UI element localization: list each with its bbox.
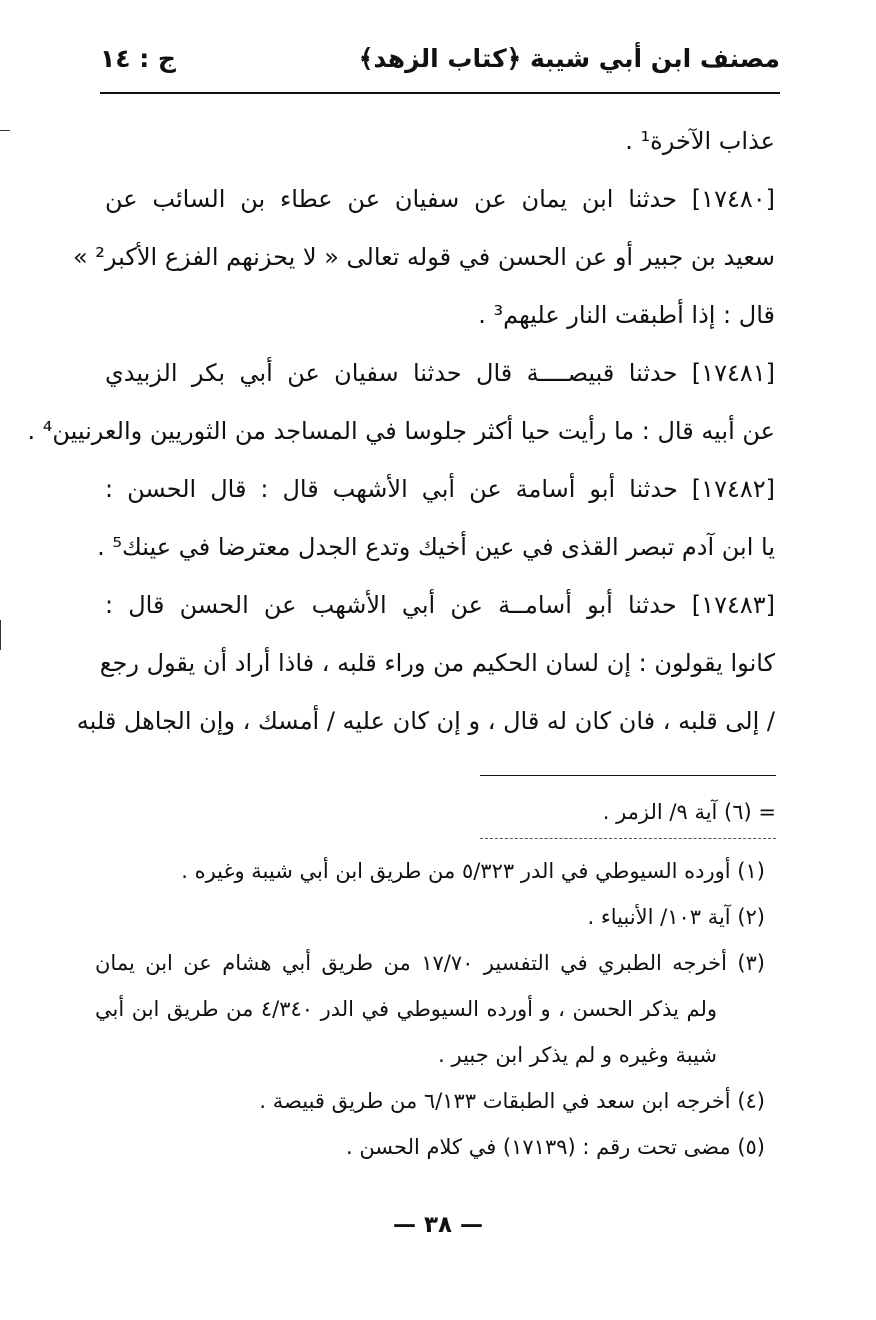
text-line: [١٧٤٨١] حدثنا قبيصــــة قال حدثنا سفيان عن أبي بكر الزبيدي	[105, 359, 775, 387]
text-line: [١٧٤٨٣] حدثنا أبو أسامــة عن أبي الأشهب عن الحسن قال :	[105, 591, 775, 619]
page-header	[100, 38, 780, 88]
footnote-carryover: = (٦) آية ٩/ الزمر .	[602, 800, 776, 824]
text-line: يا ابن آدم تبصر القذى في عين أخيك وتدع الجدل معترضا في عينك⁵ .	[97, 533, 775, 561]
text-line: كانوا يقولون : إن لسان الحكيم من وراء قلبه ، فاذا أراد أن يقول رجع	[99, 649, 775, 677]
footnotes	[95, 848, 765, 1170]
text-line: قال : إذا أطبقت النار عليهم³ .	[478, 301, 775, 329]
text-line: [١٧٤٨٠] حدثنا ابن يمان عن سفيان عن عطاء بن السائب عن	[105, 185, 775, 213]
text-line: عن أبيه قال : ما رأيت حيا أكثر جلوسا في المساجد من الثوريين والعرنيين⁴ .	[27, 417, 775, 445]
footnote: (٢) آية ١٠٣/ الأنبياء .	[587, 905, 765, 929]
scan-edge-mark	[0, 620, 1, 650]
main-text	[27, 112, 775, 750]
header-volume: ج : ١٤	[100, 44, 176, 73]
footnote: (٤) أخرجه ابن سعد في الطبقات ٦/١٣٣ من طريق قبيصة .	[259, 1089, 765, 1113]
footnote-separator	[480, 838, 776, 839]
header-book-title: ﴿كتاب الزهد﴾	[358, 44, 522, 73]
footnote: (١) أورده السيوطي في الدر ٥/٣٢٣ من طريق ابن أبي شيبة وغيره .	[181, 859, 765, 883]
header-rule	[100, 92, 780, 94]
footnote-continuation: شيبة وغيره و لم يذكر ابن جبير .	[438, 1043, 717, 1067]
text-line: [١٧٤٨٢] حدثنا أبو أسامة عن أبي الأشهب قال : قال الحسن :	[105, 475, 775, 503]
footnote-continuation: ولم يذكر الحسن ، و أورده السيوطي في الدر ٤/٣٤٠ من طريق ابن أبي	[95, 997, 717, 1021]
footnote: (٣) أخرجه الطبري في التفسير ١٧/٧٠ من طريق أبي هشام عن ابن يمان	[95, 951, 765, 975]
header-author: مصنف ابن أبي شيبة	[529, 44, 780, 73]
footnote: (٥) مضى تحت رقم : (١٧١٣٩) في كلام الحسن .	[345, 1135, 765, 1159]
text-line: عذاب الآخرة¹ .	[625, 127, 775, 155]
text-line: سعيد بن جبير أو عن الحسن في قوله تعالى « لا يحزنهم الفزع الأكبر² »	[72, 243, 775, 271]
text-line: / إلى قلبه ، فان كان له قال ، و إن كان عليه / أمسك ، وإن الجاهل قلبه	[76, 707, 775, 735]
footnote-rule	[480, 775, 776, 776]
scan-edge-mark	[0, 130, 10, 131]
page-number: — ٣٨ —	[392, 1212, 484, 1238]
